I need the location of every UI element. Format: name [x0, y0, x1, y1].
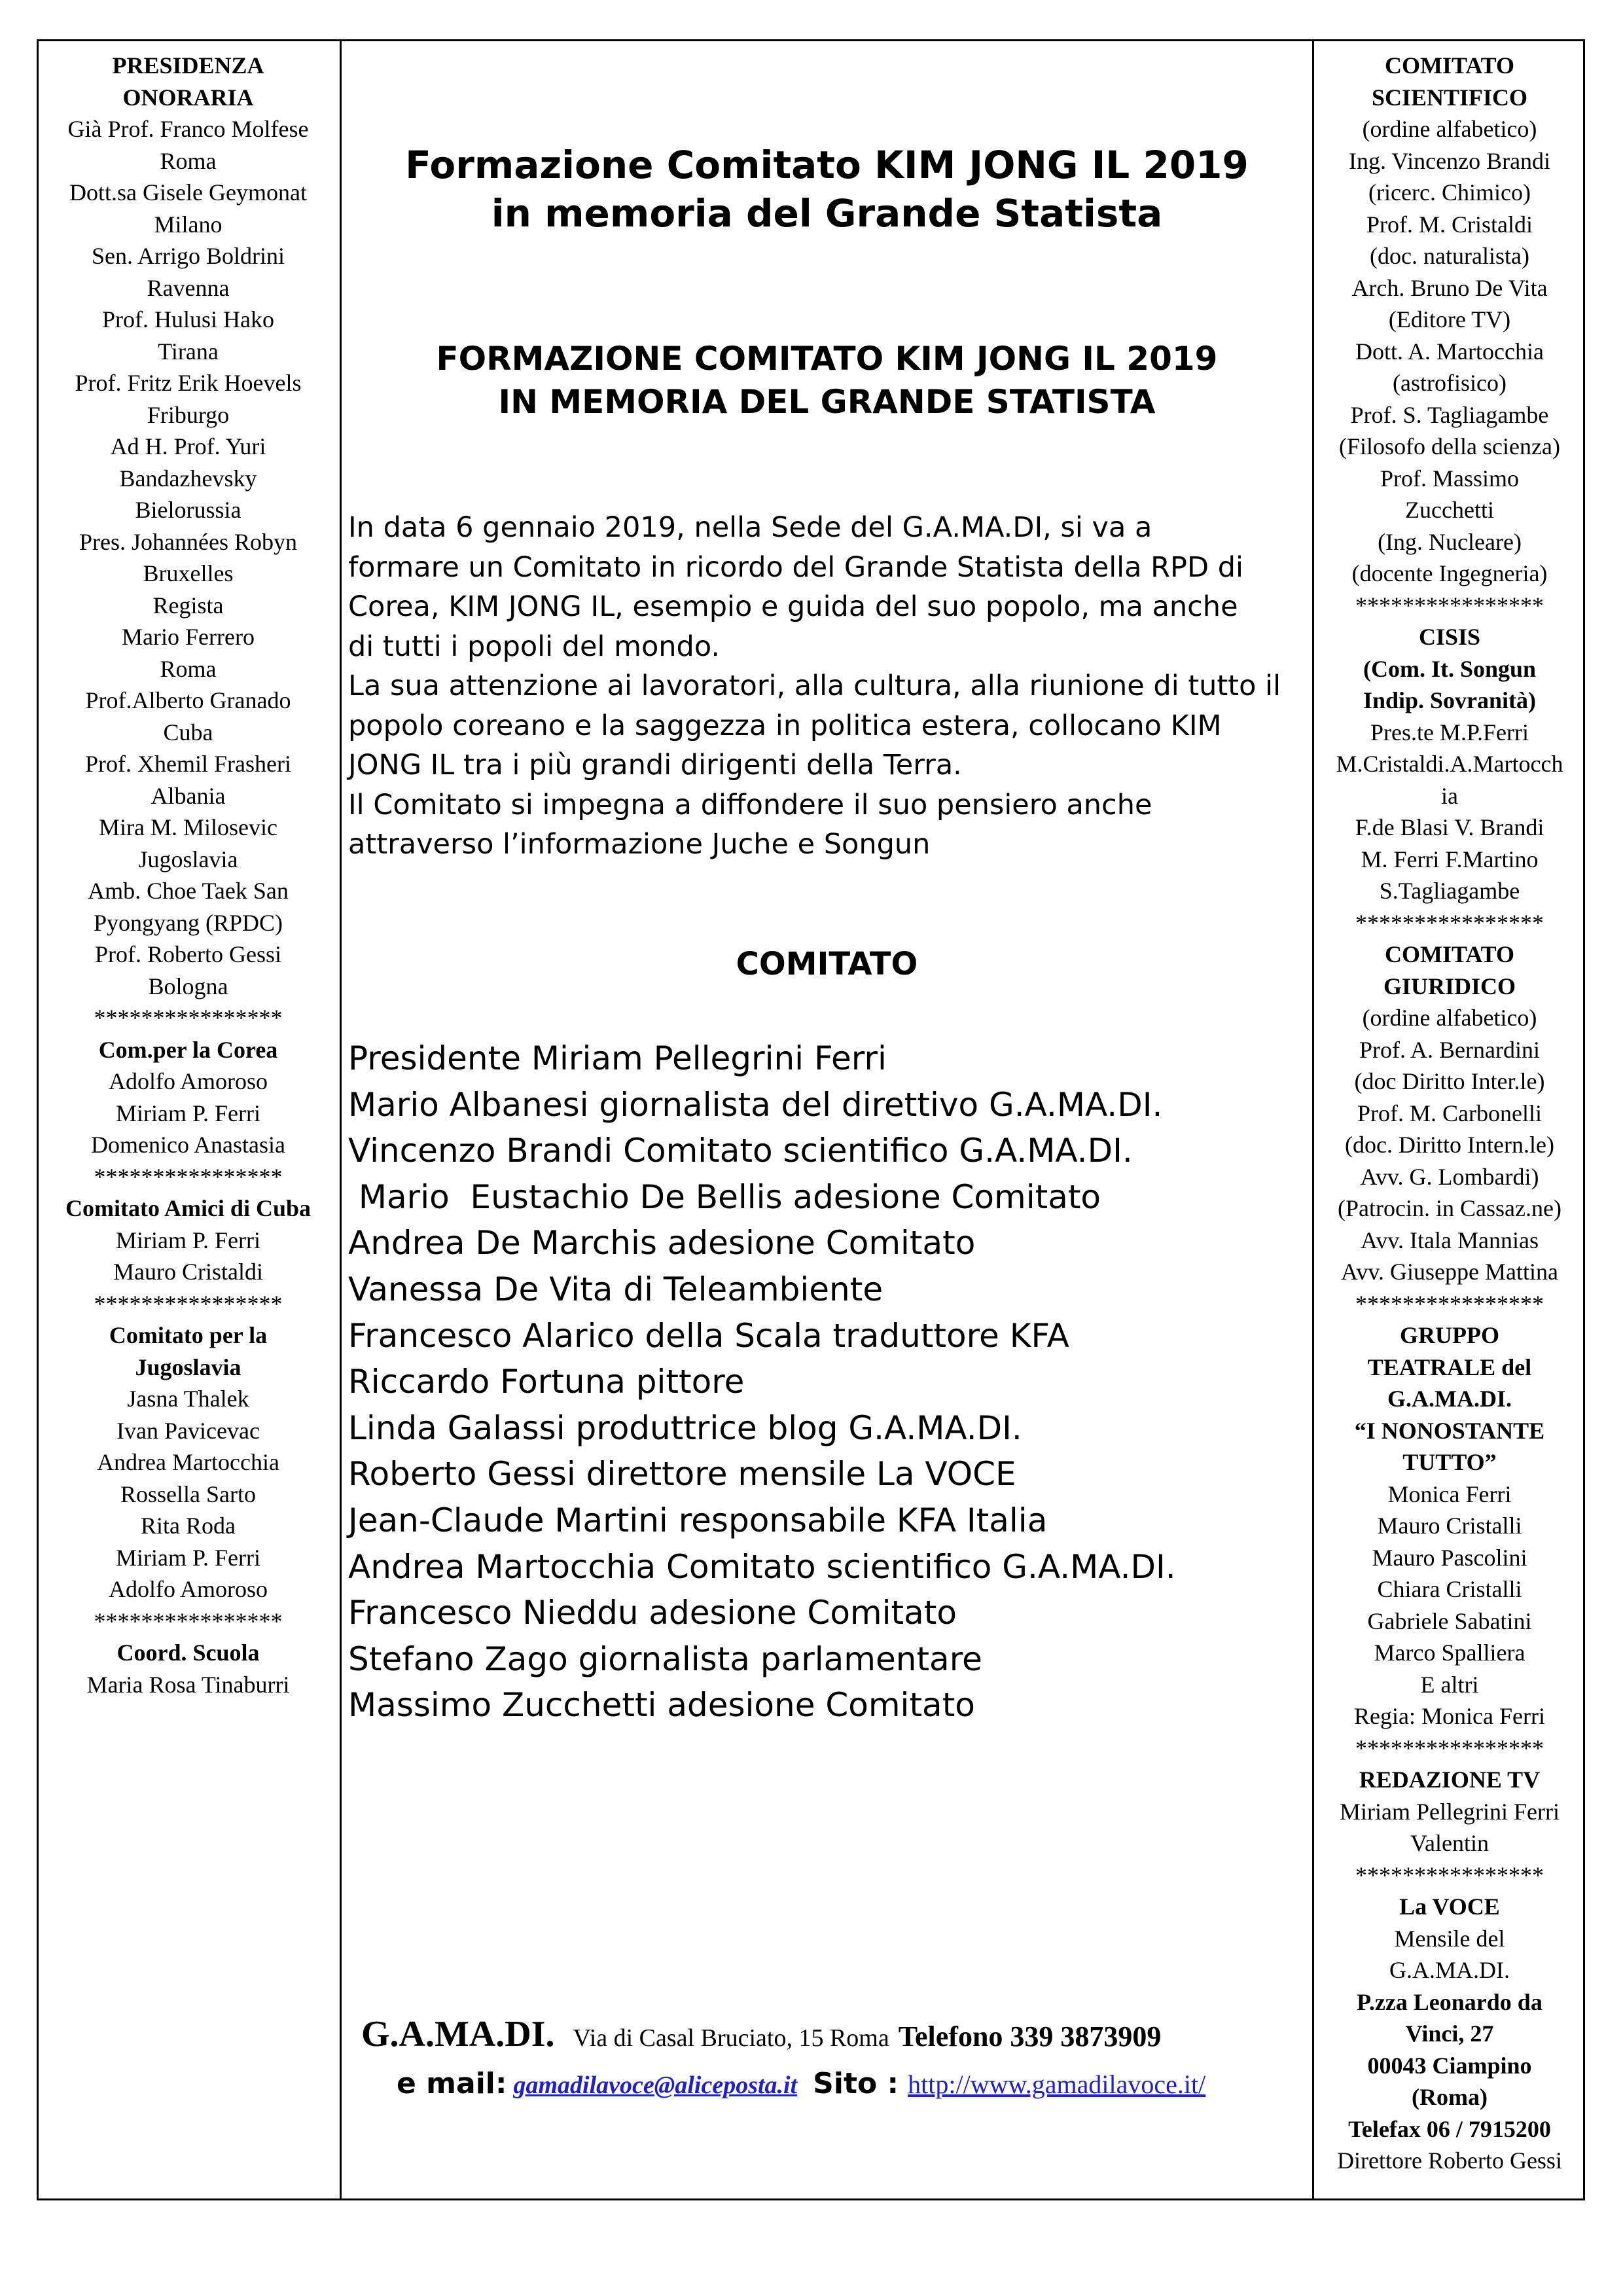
left-column-line: Prof. Roberto Gessi [95, 941, 281, 967]
left-column-line: Mario Ferrero [122, 624, 255, 650]
right-column-line: “I NONOSTANTE [1354, 1417, 1545, 1444]
left-column-line: Com.per la Corea [98, 1036, 278, 1063]
right-column-line: (Ing. Nucleare) [1378, 528, 1522, 555]
left-column-line: Amb. Choe Taek San [88, 878, 289, 904]
left-column-line: Friburgo [147, 401, 230, 428]
right-column-line: CISIS [1418, 624, 1481, 650]
left-column-line: Prof. Hulusi Hako [102, 306, 274, 332]
left-column-line: Prof. Xhemil Frasheri [85, 751, 291, 777]
right-column-line: Mensile del [1394, 1925, 1505, 1952]
right-column-line: SCIENTIFICO [1371, 84, 1528, 111]
right-column-line: Arch. Bruno De Vita [1351, 274, 1548, 301]
right-column-line: Mauro Pascolini [1372, 1544, 1527, 1571]
footer-org-name: G.A.MA.DI. [361, 2014, 555, 2054]
right-column-line: Avv. Giuseppe Mattina [1341, 1259, 1558, 1285]
left-column-line: Jugoslavia [138, 846, 238, 872]
left-column-line: Adolfo Amoroso [109, 1068, 268, 1094]
left-column-line: Bologna [148, 973, 228, 999]
right-column-line: Indip. Sovranità) [1363, 687, 1537, 713]
right-column-line: Prof. Massimo [1380, 465, 1519, 492]
left-column-line: Adolfo Amoroso [109, 1576, 268, 1602]
left-column-line: Rossella Sarto [120, 1480, 256, 1507]
left-column-line: **************** [94, 1607, 283, 1634]
secondary-title [342, 337, 1312, 423]
right-column-line: M.Cristaldi.A.Martocch [1336, 751, 1563, 777]
paragraph-line: In data 6 gennaio 2019, nella Sede del G.A.MA.DI, si va a [348, 511, 1152, 544]
right-column-line: (astrofisico) [1393, 370, 1507, 396]
right-column-line: **************** [1355, 592, 1544, 619]
right-column-line: Vinci, 27 [1405, 2020, 1494, 2047]
right-column-line: Chiara Cristalli [1377, 1576, 1522, 1602]
paragraph-line: La sua attenzione ai lavoratori, alla cultura, alla riunione di tutto il [348, 670, 1281, 702]
right-column-line: Direttore Roberto Gessi [1337, 2147, 1562, 2174]
paragraph-line: Il Comitato si impegna a diffondere il suo pensiero anche [348, 788, 1152, 821]
right-column-line: 00043 Ciampino [1367, 2052, 1532, 2079]
right-column-line: (ordine alfabetico) [1362, 1005, 1537, 1031]
left-column-line: Jugoslavia [135, 1354, 241, 1380]
right-column-line: G.A.MA.DI. [1389, 1957, 1510, 1983]
left-column-line: Tirana [158, 338, 219, 365]
right-column-line: Pres.te M.P.Ferri [1370, 719, 1529, 745]
left-column-line: Prof. Fritz Erik Hoevels [75, 370, 302, 396]
left-column-line: **************** [94, 1163, 283, 1190]
announcement-paragraph [348, 508, 1304, 865]
right-column-line: (ricerc. Chimico) [1368, 179, 1531, 206]
right-column-line: **************** [1355, 1861, 1544, 1888]
right-column-line: Prof. S. Tagliagambe [1350, 401, 1549, 428]
committee-members-list [348, 1035, 1304, 1729]
right-column-line: TUTTO” [1402, 1449, 1497, 1475]
left-column-line: Cuba [163, 719, 213, 745]
left-column-line: Bielorussia [135, 497, 241, 523]
right-column-line: Marco Spalliera [1374, 1640, 1525, 1666]
right-column-line: **************** [1355, 1734, 1544, 1761]
member-line: Mario Albanesi giornalista del direttivo G.A.MA.DI. [348, 1085, 1163, 1124]
right-column-line: Prof. M. Cristaldi [1366, 211, 1533, 238]
left-column-line: Maria Rosa Tinaburri [86, 1671, 290, 1698]
left-column-line: Mira M. Milosevic [99, 814, 277, 840]
left-column-line: Mauro Cristaldi [113, 1259, 263, 1285]
paragraph-line: formare un Comitato in ricordo del Grande Statista della RPD di [348, 550, 1243, 584]
left-column-line: Rita Roda [141, 1513, 236, 1539]
main-title [342, 141, 1312, 238]
member-line: Roberto Gessi direttore mensile La VOCE [348, 1455, 1016, 1494]
right-column-line: (docente Ingegneria) [1351, 560, 1548, 586]
right-column-line: **************** [1355, 909, 1544, 936]
right-column-line: REDAZIONE TV [1359, 1767, 1541, 1793]
left-column-line: Comitato per la [109, 1322, 268, 1348]
right-column-line: (Editore TV) [1388, 306, 1511, 332]
right-column-line: **************** [1355, 1290, 1544, 1317]
member-line: Stefano Zago giornalista parlamentare [348, 1640, 982, 1678]
right-column-line: G.A.MA.DI. [1387, 1386, 1512, 1412]
website-link[interactable]: http://www.gamadilavoce.it/ [908, 2070, 1206, 2099]
right-column-line: (Patrocin. in Cassaz.ne) [1338, 1195, 1561, 1221]
secondary-title-line: IN MEMORIA DEL GRANDE STATISTA [498, 383, 1156, 421]
right-column-line: (Com. It. Songun [1363, 655, 1537, 682]
member-line: Jean-Claude Martini responsabile KFA Italia [348, 1501, 1048, 1539]
left-column-line: Pres. Johannées Robyn [79, 528, 297, 555]
left-column-line: Miriam P. Ferri [116, 1100, 260, 1126]
member-line: Francesco Alarico della Scala traduttore KFA [348, 1316, 1069, 1355]
right-sidebar-committees [1312, 39, 1585, 2200]
member-line: Massimo Zucchetti adesione Comitato [348, 1686, 975, 1725]
left-column-line: Dott.sa Gisele Geymonat [69, 179, 307, 206]
member-line: Vincenzo Brandi Comitato scientifico G.A.MA.DI. [348, 1132, 1133, 1170]
left-column-line: Andrea Martocchia [97, 1449, 279, 1475]
footer-web-line [397, 2067, 1313, 2100]
right-column-line: (doc. Diritto Intern.le) [1345, 1132, 1554, 1158]
left-column-line: Pyongyang (RPDC) [93, 909, 283, 936]
member-line: Andrea Martocchia Comitato scientifico G.A.MA.DI. [348, 1547, 1176, 1586]
member-line: Mario Eustachio De Bellis adesione Comitato [348, 1177, 1101, 1216]
right-column-line: Dott. A. Martocchia [1355, 338, 1544, 365]
right-column-line: S.Tagliagambe [1379, 878, 1520, 904]
footer-address: Via di Casal Bruciato, 15 Roma [573, 2024, 889, 2052]
footer-phone: Telefono 339 3873909 [898, 2020, 1162, 2053]
left-column-line: Domenico Anastasia [91, 1132, 285, 1158]
paragraph-line: attraverso l’informazione Juche e Songun [348, 828, 931, 861]
member-line: Vanessa De Vita di Teleambiente [348, 1270, 883, 1308]
left-column-line: Coord. Scuola [116, 1640, 260, 1666]
email-link[interactable]: gamadilavoce@aliceposta.it [513, 2072, 798, 2099]
main-content [342, 39, 1312, 2200]
comitato-heading: COMITATO [736, 946, 918, 982]
left-column-line: Ivan Pavicevac [116, 1417, 260, 1444]
left-column-line: **************** [94, 1290, 283, 1317]
left-column-line: Bandazhevsky [119, 465, 257, 492]
left-column-line: **************** [94, 1005, 283, 1031]
right-column-line: TEATRALE del [1367, 1354, 1532, 1380]
site-label: Sito : [813, 2067, 899, 2100]
left-column-line: Comitato Amici di Cuba [65, 1195, 311, 1221]
right-column-line: E altri [1420, 1671, 1479, 1698]
right-column-line: F.de Blasi V. Brandi [1355, 814, 1544, 840]
right-column-line: (ordine alfabetico) [1362, 116, 1537, 142]
left-column-line: Jasna Thalek [127, 1386, 249, 1412]
right-column-line: Valentin [1410, 1830, 1489, 1856]
member-line: Linda Galassi produttrice blog G.A.MA.DI. [348, 1408, 1022, 1447]
right-column-line: Mauro Cristalli [1377, 1513, 1522, 1539]
email-label: e mail: [397, 2067, 507, 2100]
left-column-line: PRESIDENZA [112, 52, 264, 79]
left-column-line: Bruxelles [143, 560, 234, 586]
left-column-line: Sen. Arrigo Boldrini [92, 243, 285, 269]
right-column-line: ia [1441, 782, 1458, 809]
right-column-line: (Filosofo della scienza) [1339, 433, 1560, 459]
main-title-line: Formazione Comitato KIM JONG IL 2019 [405, 143, 1249, 187]
left-column-line: Già Prof. Franco Molfese [67, 116, 309, 142]
left-sidebar-honorary-presidency [37, 39, 342, 2200]
right-column-line: Zucchetti [1405, 497, 1494, 523]
right-column-line: COMITATO [1384, 52, 1515, 79]
member-line: Andrea De Marchis adesione Comitato [348, 1224, 976, 1263]
paragraph-line: di tutti i popoli del mondo. [348, 630, 721, 663]
left-column-line: Ravenna [147, 274, 230, 301]
member-line: Francesco Nieddu adesione Comitato [348, 1594, 957, 1632]
right-column-line: COMITATO [1384, 941, 1515, 967]
footer-contact-line [361, 2013, 1304, 2055]
right-column-line: GIURIDICO [1383, 973, 1516, 999]
right-column-line: La VOCE [1399, 1893, 1500, 1920]
left-column-line: Regista [152, 592, 224, 619]
right-column-line: Avv. Itala Mannias [1361, 1227, 1539, 1253]
left-column-line: Roma [160, 655, 217, 682]
left-column-line: Prof.Alberto Granado [85, 687, 291, 713]
paragraph-line: popolo coreano e la saggezza in politica estera, collocano KIM [348, 709, 1222, 742]
left-column-line: Roma [160, 147, 217, 174]
right-column-line: Telefax 06 / 7915200 [1348, 2115, 1551, 2142]
member-line: Presidente Miriam Pellegrini Ferri [348, 1039, 887, 1077]
right-column-line: Prof. M. Carbonelli [1357, 1100, 1542, 1126]
right-column-line: GRUPPO [1400, 1322, 1499, 1348]
paragraph-line: Corea, KIM JONG IL, esempio e guida del suo popolo, ma anche [348, 590, 1238, 623]
left-column-line: Miriam P. Ferri [116, 1544, 260, 1571]
right-column-line: Monica Ferri [1387, 1480, 1512, 1507]
right-column-line: Avv. G. Lombardi) [1360, 1163, 1539, 1190]
left-column-line: Albania [151, 782, 226, 809]
left-column-line: Milano [154, 211, 223, 238]
right-column-line: Miriam Pellegrini Ferri [1340, 1798, 1560, 1825]
right-column-line: M. Ferri F.Martino [1361, 846, 1539, 872]
right-column-line: (doc Diritto Inter.le) [1354, 1068, 1545, 1094]
right-column-line: Gabriele Sabatini [1367, 1607, 1532, 1634]
right-column-line: Prof. A. Bernardini [1359, 1036, 1540, 1063]
paragraph-line: JONG IL tra i più grandi dirigenti della Terra. [348, 749, 962, 781]
member-line: Riccardo Fortuna pittore [348, 1363, 745, 1401]
main-title-line: in memoria del Grande Statista [491, 191, 1163, 236]
right-column-line: P.zza Leonardo da [1357, 1988, 1543, 2015]
left-column-line: ONORARIA [122, 84, 254, 111]
right-column-line: Regia: Monica Ferri [1354, 1703, 1545, 1729]
left-column-line: Miriam P. Ferri [116, 1227, 260, 1253]
right-column-line: (Roma) [1412, 2084, 1488, 2110]
left-column-line: Ad H. Prof. Yuri [110, 433, 266, 459]
right-column-line: (doc. naturalista) [1370, 243, 1529, 269]
secondary-title-line: FORMAZIONE COMITATO KIM JONG IL 2019 [436, 340, 1218, 378]
right-column-line: Ing. Vincenzo Brandi [1348, 147, 1551, 174]
